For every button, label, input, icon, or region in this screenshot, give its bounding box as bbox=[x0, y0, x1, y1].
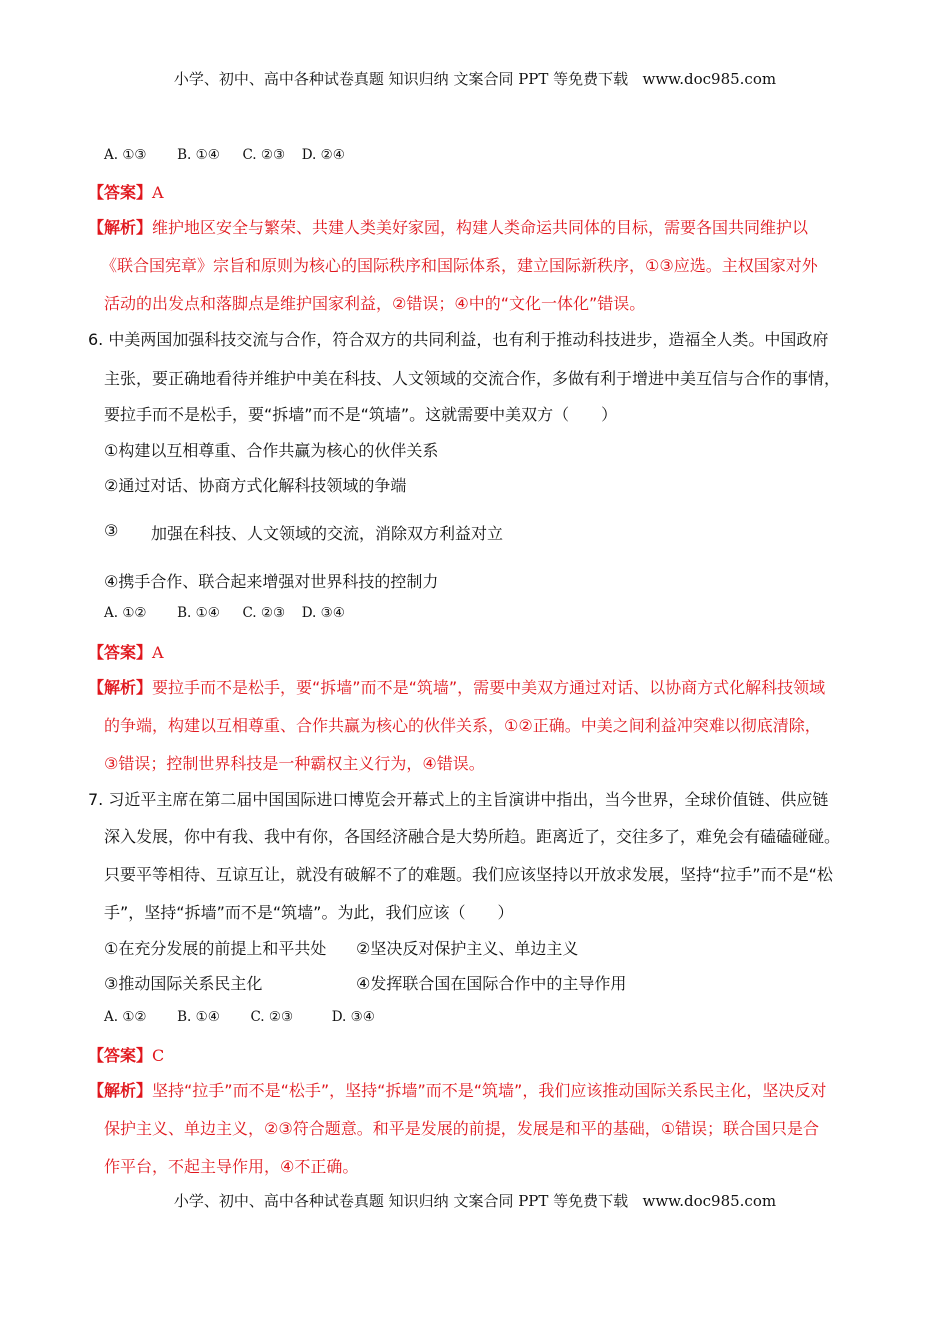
q5-analysis-line bbox=[88, 215, 808, 238]
answer-value: A bbox=[152, 643, 164, 662]
q7-stem-line: 手”，坚持“拆墙”而不是“筑墙”。为此，我们应该（ ） bbox=[104, 903, 514, 922]
q6-option-2: ②通过对话、协商方式化解科技领域的争端 bbox=[104, 476, 407, 495]
choice-c: C. ②③ bbox=[242, 605, 286, 621]
answer-value: C bbox=[152, 1046, 165, 1065]
analysis-text: 要拉手而不是松手，要“拆墙”而不是“筑墙”，需要中美双方通过对话、以协商方式化解科技领域 bbox=[152, 678, 826, 697]
q6-option-1: ①构建以互相尊重、合作共赢为核心的伙伴关系 bbox=[104, 441, 439, 460]
analysis-tag: 【解析】 bbox=[88, 678, 153, 697]
answer-tag: 【答案】 bbox=[88, 183, 153, 202]
choice-b: B. ①④ bbox=[177, 147, 220, 163]
q5-answer bbox=[88, 180, 164, 203]
page-header bbox=[0, 68, 950, 89]
q7-option-3: ③推动国际关系民主化 bbox=[104, 974, 263, 993]
footer-text: 小学、初中、高中各种试卷真题 知识归纳 文案合同 PPT 等免费下载 bbox=[173, 1192, 629, 1210]
choice-c: C. ②③ bbox=[250, 1009, 294, 1025]
footer-url: www.doc985.com bbox=[642, 1192, 777, 1210]
q7-choices bbox=[104, 1009, 375, 1025]
choice-c: C. ②③ bbox=[242, 147, 286, 163]
q5-analysis-line: 《联合国宪章》宗旨和原则为核心的国际秩序和国际体系，建立国际新秩序，①③应选。主权国家对外 bbox=[101, 256, 818, 275]
q7-stem-line: 只要平等相待、互谅互让，就没有破解不了的难题。我们应该坚持以开放求发展，坚持“拉手”而不是“松 bbox=[104, 865, 833, 884]
analysis-text: 坚持“拉手”而不是“松手”，坚持“拆墙”而不是“筑墙”，我们应该推动国际关系民主化，坚决反对 bbox=[152, 1081, 827, 1100]
q7-stem-line: 深入发展，你中有我、我中有你，各国经济融合是大势所趋。距离近了，交往多了，难免会有磕磕碰碰。 bbox=[104, 827, 841, 846]
q6-stem-line: 要拉手而不是松手，要“拆墙”而不是“筑墙”。这就需要中美双方（ ） bbox=[104, 405, 618, 424]
q7-answer bbox=[88, 1043, 164, 1066]
q7-analysis-line: 保护主义、单边主义，②③符合题意。和平是发展的前提，发展是和平的基础，①错误；联合国只是合 bbox=[104, 1119, 820, 1138]
q6-option-3: 加强在科技、人文领域的交流，消除双方利益对立 bbox=[151, 524, 504, 543]
q5-analysis-line: 活动的出发点和落脚点是维护国家利益，②错误；④中的“文化一体化”错误。 bbox=[104, 294, 646, 313]
choice-b: B. ①④ bbox=[177, 605, 220, 621]
q7-analysis-line: 作平台，不起主导作用，④不正确。 bbox=[104, 1157, 359, 1176]
analysis-tag: 【解析】 bbox=[88, 1081, 153, 1100]
q5-choices bbox=[104, 147, 345, 163]
answer-tag: 【答案】 bbox=[88, 1046, 153, 1065]
header-text: 小学、初中、高中各种试卷真题 知识归纳 文案合同 PPT 等免费下载 bbox=[173, 70, 629, 88]
q6-analysis-line: ③错误；控制世界科技是一种霸权主义行为，④错误。 bbox=[104, 754, 485, 773]
q7-option-4: ④发挥联合国在国际合作中的主导作用 bbox=[356, 974, 627, 993]
q6-stem-line: 6. 中美两国加强科技交流与合作，符合双方的共同利益，也有利于推动科技进步，造福全人类。中国政府 bbox=[88, 330, 829, 349]
q7-option-1: ①在充分发展的前提上和平共处 bbox=[104, 939, 327, 958]
q6-stem-line: 主张，要正确地看待并维护中美在科技、人文领域的交流合作，多做有利于增进中美互信与合作的事情， bbox=[104, 369, 841, 388]
q6-option-3-marker: ③ bbox=[104, 521, 119, 540]
analysis-text: 维护地区安全与繁荣、共建人类美好家园，构建人类命运共同体的目标，需要各国共同维护以 bbox=[152, 218, 809, 237]
q7-stem-line: 7. 习近平主席在第二届中国国际进口博览会开幕式上的主旨演讲中指出，当今世界，全球价值链、供应链 bbox=[88, 790, 829, 809]
q7-analysis-line bbox=[88, 1078, 826, 1101]
header-url: www.doc985.com bbox=[642, 70, 777, 88]
choice-a: A. ①② bbox=[104, 1009, 147, 1025]
choice-a: A. ①② bbox=[104, 605, 147, 621]
q6-answer bbox=[88, 640, 164, 663]
page-footer bbox=[0, 1190, 950, 1211]
q6-option-4: ④携手合作、联合起来增强对世界科技的控制力 bbox=[104, 572, 439, 591]
answer-value: A bbox=[152, 183, 164, 202]
q6-analysis-line bbox=[88, 675, 825, 698]
choice-d: D. ②④ bbox=[301, 147, 345, 163]
q7-option-2: ②坚决反对保护主义、单边主义 bbox=[356, 939, 579, 958]
analysis-tag: 【解析】 bbox=[88, 218, 153, 237]
choice-d: D. ③④ bbox=[331, 1009, 375, 1025]
choice-b: B. ①④ bbox=[177, 1009, 220, 1025]
choice-a: A. ①③ bbox=[104, 147, 147, 163]
choice-d: D. ③④ bbox=[301, 605, 345, 621]
answer-tag: 【答案】 bbox=[88, 643, 153, 662]
q6-choices bbox=[104, 605, 345, 621]
q6-analysis-line: 的争端，构建以互相尊重、合作共赢为核心的伙伴关系，①②正确。中美之间利益冲突难以彻底清除， bbox=[104, 716, 821, 735]
